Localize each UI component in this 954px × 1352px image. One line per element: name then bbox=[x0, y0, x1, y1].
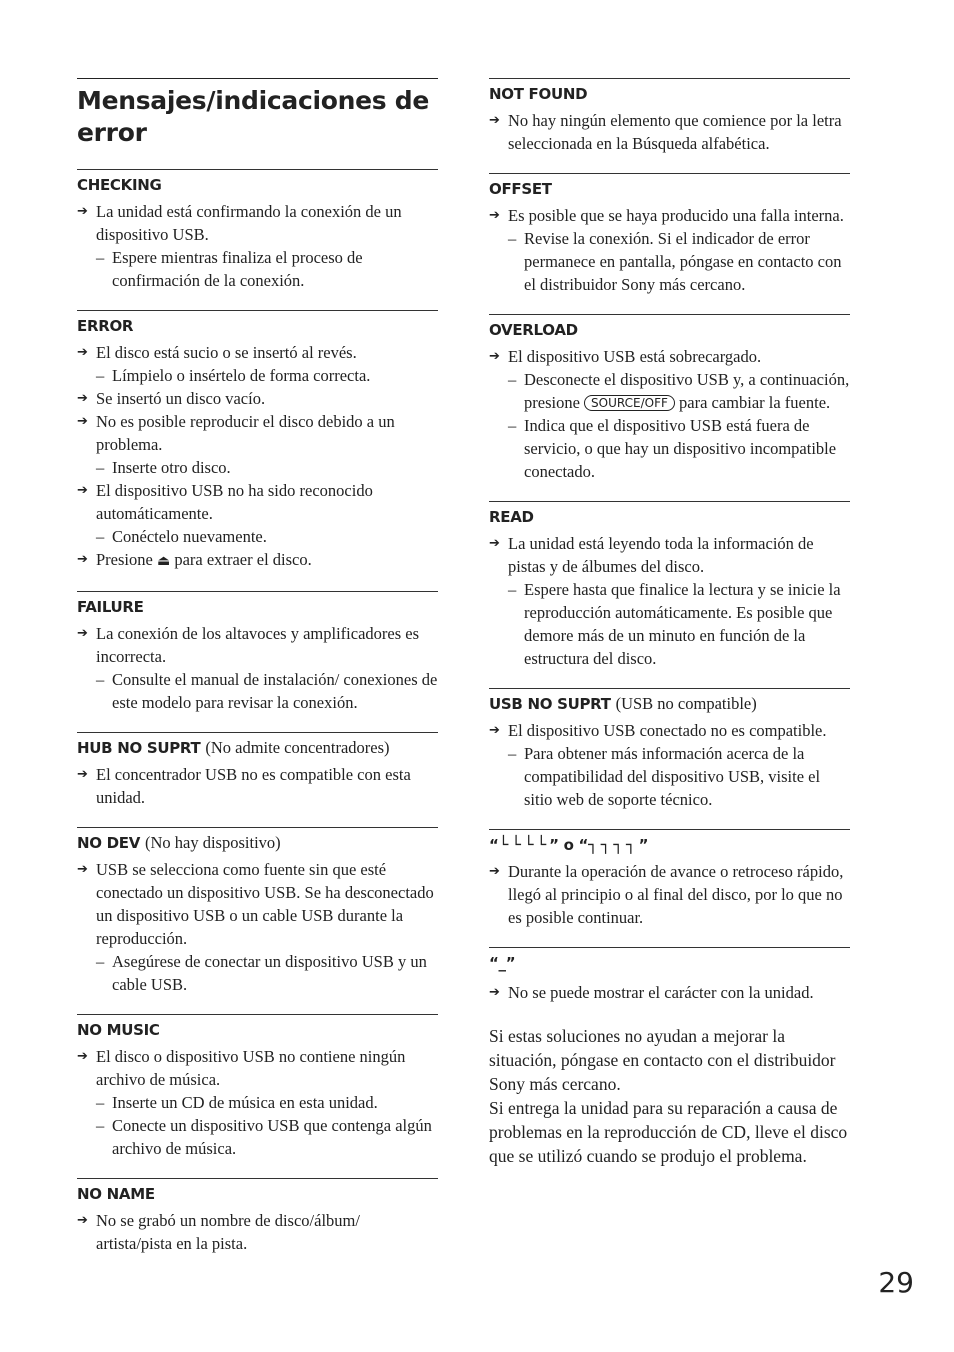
section-no-music bbox=[77, 1014, 438, 1160]
section-failure bbox=[77, 591, 438, 714]
remedy-item: – Desconecte el dispositivo USB y, a continuación, presione SOURCE/OFF para cambiar la fuente. bbox=[508, 370, 850, 412]
cause-item: ➔ El dispositivo USB no ha sido reconocido automáticamente. bbox=[77, 481, 373, 523]
closing-paragraph: Si entrega la unidad para su reparación a causa de problemas en la reproducción de CD, lleve el disco que se utilizó cuando se produjo el problema. bbox=[489, 1098, 848, 1166]
remedy-item: – Asegúrese de conectar un dispositivo USB y un cable USB. bbox=[96, 952, 427, 994]
section-read bbox=[489, 501, 850, 670]
section-heading: NO MUSIC bbox=[77, 1021, 160, 1039]
arrow-icon: ➔ bbox=[489, 208, 500, 223]
arrow-icon: ➔ bbox=[77, 552, 88, 567]
dash-icon: – bbox=[96, 458, 105, 477]
remedy-item: – Revise la conexión. Si el indicador de error permanece en pantalla, póngase en contacto con el distribuidor Sony más cercano. bbox=[508, 229, 842, 294]
cause-item: ➔ Presione ⏏ para extraer el disco. bbox=[77, 550, 312, 569]
dash-icon: – bbox=[96, 1116, 105, 1135]
segment-bottom-glyph-icon: └└└└ bbox=[498, 835, 550, 854]
cause-item: ➔ El concentrador USB no es compatible con esta unidad. bbox=[77, 765, 411, 807]
arrow-icon: ➔ bbox=[489, 349, 500, 364]
section-not-found bbox=[489, 78, 850, 155]
right-column bbox=[489, 78, 850, 1168]
arrow-icon: ➔ bbox=[77, 391, 88, 406]
section-heading: OFFSET bbox=[489, 180, 552, 198]
section-heading: NOT FOUND bbox=[489, 85, 588, 103]
section-no-name bbox=[77, 1178, 438, 1255]
dash-icon: – bbox=[96, 248, 105, 267]
source-off-button-icon: SOURCE/OFF bbox=[584, 395, 675, 411]
arrow-icon: ➔ bbox=[77, 767, 88, 782]
heading-note: (USB no compatible) bbox=[615, 694, 757, 713]
heading-note: (No admite concentradores) bbox=[205, 738, 390, 757]
remedy-item: – Conecte un dispositivo USB que contenga algún archivo de música. bbox=[96, 1116, 432, 1158]
closing-paragraph: Si estas soluciones no ayudan a mejorar la situación, póngase en contacto con el distribuidor Sony más cercano. bbox=[489, 1026, 836, 1094]
dash-icon: – bbox=[96, 952, 105, 971]
dash-icon: – bbox=[96, 1093, 105, 1112]
arrow-icon: ➔ bbox=[489, 113, 500, 128]
page-number: 29 bbox=[878, 1266, 914, 1299]
section-no-dev bbox=[77, 827, 438, 996]
section-usb-no-suprt bbox=[489, 688, 850, 811]
section-heading: HUB NO SUPRT (No admite concentradores) bbox=[77, 738, 390, 757]
cause-item: ➔ El disco o dispositivo USB no contiene ningún archivo de música. bbox=[77, 1047, 406, 1089]
cause-item: ➔ No se grabó un nombre de disco/álbum/ artista/pista en la pista. bbox=[77, 1211, 360, 1253]
cause-item: ➔ El dispositivo USB está sobrecargado. bbox=[489, 347, 762, 366]
section-heading: USB NO SUPRT (USB no compatible) bbox=[489, 694, 757, 713]
page-title: Mensajes/indicaciones de error bbox=[77, 86, 429, 147]
section-checking bbox=[77, 169, 438, 292]
cause-item: ➔ Durante la operación de avance o retroceso rápido, llegó al principio o al final del disco, por lo que no es posible continuar. bbox=[489, 862, 844, 927]
remedy-item: – Espere mientras finaliza el proceso de confirmación de la conexión. bbox=[96, 248, 363, 290]
section-heading: ERROR bbox=[77, 317, 134, 335]
section-underscore bbox=[489, 947, 850, 1004]
arrow-icon: ➔ bbox=[77, 862, 88, 877]
cause-item: ➔ El dispositivo USB conectado no es compatible. bbox=[489, 721, 827, 740]
section-hub-no-suprt bbox=[77, 732, 438, 809]
left-column bbox=[77, 78, 438, 1273]
dash-icon: – bbox=[96, 527, 105, 546]
cause-item: ➔ La unidad está confirmando la conexión de un dispositivo USB. bbox=[77, 202, 402, 244]
section-heading: NO NAME bbox=[77, 1185, 155, 1203]
arrow-icon: ➔ bbox=[489, 723, 500, 738]
cause-item: ➔ No hay ningún elemento que comience por la letra seleccionada en la Búsqueda alfabética. bbox=[489, 111, 842, 153]
arrow-icon: ➔ bbox=[489, 864, 500, 879]
arrow-icon: ➔ bbox=[77, 1213, 88, 1228]
section-offset bbox=[489, 173, 850, 296]
dash-icon: – bbox=[508, 229, 517, 248]
remedy-item: – Espere hasta que finalice la lectura y se inicie la reproducción automáticamente. Es posible que demore más de un minuto en función de la estructura del disco. bbox=[508, 580, 841, 668]
section-heading: CHECKING bbox=[77, 176, 162, 194]
cause-item: ➔ USB se selecciona como fuente sin que esté conectado un dispositivo USB. Se ha desconectado un dispositivo USB o un cable USB durante la reproducción. bbox=[77, 860, 434, 948]
section-heading: “└└└└” o “┐┐┐┐” bbox=[489, 835, 649, 854]
cause-item: ➔ La conexión de los altavoces y amplificadores es incorrecta. bbox=[77, 624, 420, 666]
remedy-item: – Límpielo o insértelo de forma correcta. bbox=[96, 366, 371, 385]
arrow-icon: ➔ bbox=[77, 345, 88, 360]
remedy-item: – Para obtener más información acerca de la compatibilidad del dispositivo USB, visite el sitio web de soporte técnico. bbox=[508, 744, 821, 809]
section-heading: READ bbox=[489, 508, 534, 526]
arrow-icon: ➔ bbox=[77, 626, 88, 641]
section-heading: OVERLOAD bbox=[489, 321, 578, 339]
arrow-icon: ➔ bbox=[489, 985, 500, 1000]
section-heading: NO DEV (No hay dispositivo) bbox=[77, 833, 281, 852]
dash-icon: – bbox=[508, 370, 517, 389]
section-heading: FAILURE bbox=[77, 598, 144, 616]
arrow-icon: ➔ bbox=[77, 204, 88, 219]
remedy-item: – Conéctelo nuevamente. bbox=[96, 527, 267, 546]
arrow-icon: ➔ bbox=[77, 1049, 88, 1064]
eject-icon: ⏏ bbox=[156, 553, 171, 569]
heading-note: (No hay dispositivo) bbox=[144, 833, 281, 852]
cause-item: ➔ Es posible que se haya producido una falla interna. bbox=[489, 206, 844, 225]
section-overload bbox=[489, 314, 850, 483]
segment-top-glyph-icon: ┐┐┐┐ bbox=[588, 835, 639, 854]
dash-icon: – bbox=[508, 580, 517, 599]
remedy-item: – Inserte otro disco. bbox=[96, 458, 231, 477]
closing-text bbox=[489, 1024, 850, 1168]
section-segment-display bbox=[489, 829, 850, 929]
cause-item: ➔ La unidad está leyendo toda la información de pistas y de álbumes del disco. bbox=[489, 534, 814, 576]
section-error bbox=[77, 310, 438, 573]
section-heading: “_” bbox=[489, 954, 516, 972]
remedy-item: – Consulte el manual de instalación/ conexiones de este modelo para revisar la conexión. bbox=[96, 670, 438, 712]
arrow-icon: ➔ bbox=[489, 536, 500, 551]
dash-icon: – bbox=[96, 670, 105, 689]
remedy-item: – Indica que el dispositivo USB está fuera de servicio, o que hay un dispositivo incompatible conectado. bbox=[508, 416, 837, 481]
dash-icon: – bbox=[96, 366, 105, 385]
dash-icon: – bbox=[508, 416, 517, 435]
arrow-icon: ➔ bbox=[77, 414, 88, 429]
cause-item: ➔ No se puede mostrar el carácter con la unidad. bbox=[489, 983, 814, 1002]
remedy-item: – Inserte un CD de música en esta unidad. bbox=[96, 1093, 378, 1112]
cause-item: ➔ Se insertó un disco vacío. bbox=[77, 389, 266, 408]
arrow-icon: ➔ bbox=[77, 483, 88, 498]
cause-item: ➔ No es posible reproducir el disco debido a un problema. bbox=[77, 412, 395, 454]
dash-icon: – bbox=[508, 744, 517, 763]
cause-item: ➔ El disco está sucio o se insertó al revés. bbox=[77, 343, 357, 362]
